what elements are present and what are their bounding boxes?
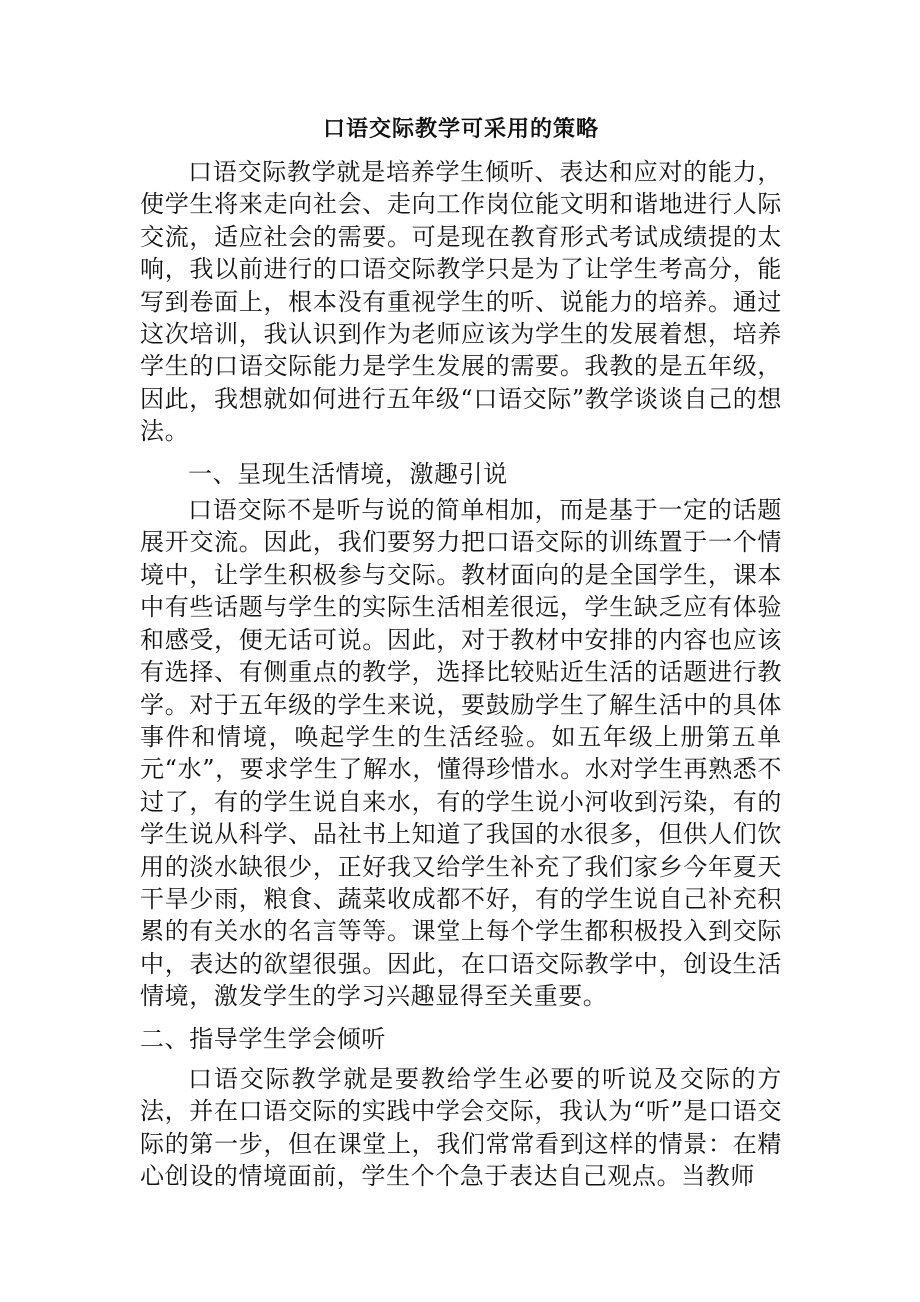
document-page xyxy=(140,112,782,1193)
section2-paragraph: 口语交际教学就是要教给学生必要的听说及交际的方法，并在口语交际的实践中学会交际，我认为“听”是口语交际的第一步，但在课堂上，我们常常看到这样的情景：在精心创设的情境面前，学生个个急于表达自己观点。当教师 xyxy=(140,1064,782,1191)
section1-paragraph: 口语交际不是听与说的简单相加，而是基于一定的话题展开交流。因此，我们要努力把口语交际的训练置于一个情境中，让学生积极参与交际。教材面向的是全国学生，课本中有些话题与学生的实际生活相差很远，学生缺乏应有体验和感受，便无话可说。因此，对于教材中安排的内容也应该有选择、有侧重点的教学，选择比较贴近生活的话题进行教学。对于五年级的学生来说，要鼓励学生了解生活中的具体事件和情境，唤起学生的生活经验。如五年级上册第五单元“水”，要求学生了解水，懂得珍惜水。水对学生再熟悉不过了，有的学生说自来水，有的学生说小河收到污染，有的学生说从科学、品社书上知道了我国的水很多，但供人们饮用的淡水缺很少，正好我又给学生补充了我们家乡今年夏天干旱少雨，粮食、蔬菜收成都不好，有的学生说自己补充积累的有关水的名言等等。课堂上每个学生都积极投入到交际中，表达的欲望很强。因此，在口语交际教学中，创设生活情境，激发学生的学习兴趣显得至关重要。 xyxy=(140,496,782,1011)
document-title: 口语交际教学可采用的策略 xyxy=(322,116,599,142)
section2-heading: 二、指导学生学会倾听 xyxy=(140,1024,386,1053)
section1-heading: 一、呈现生活情境，激趣引说 xyxy=(188,459,508,488)
intro-paragraph: 口语交际教学就是培养学生倾听、表达和应对的能力，使学生将来走向社会、走向工作岗位能文明和谐地进行人际交流，适应社会的需要。可是现在教育形式考试成绩提的太响，我以前进行的口语交际教学只是为了让学生考高分，能写到卷面上，根本没有重视学生的听、说能力的培养。通过这次培训，我认识到作为老师应该为学生的发展着想，培养学生的口语交际能力是学生发展的需要。我教的是五年级，因此，我想就如何进行五年级“口语交际”教学谈谈自己的想法。 xyxy=(140,158,782,446)
